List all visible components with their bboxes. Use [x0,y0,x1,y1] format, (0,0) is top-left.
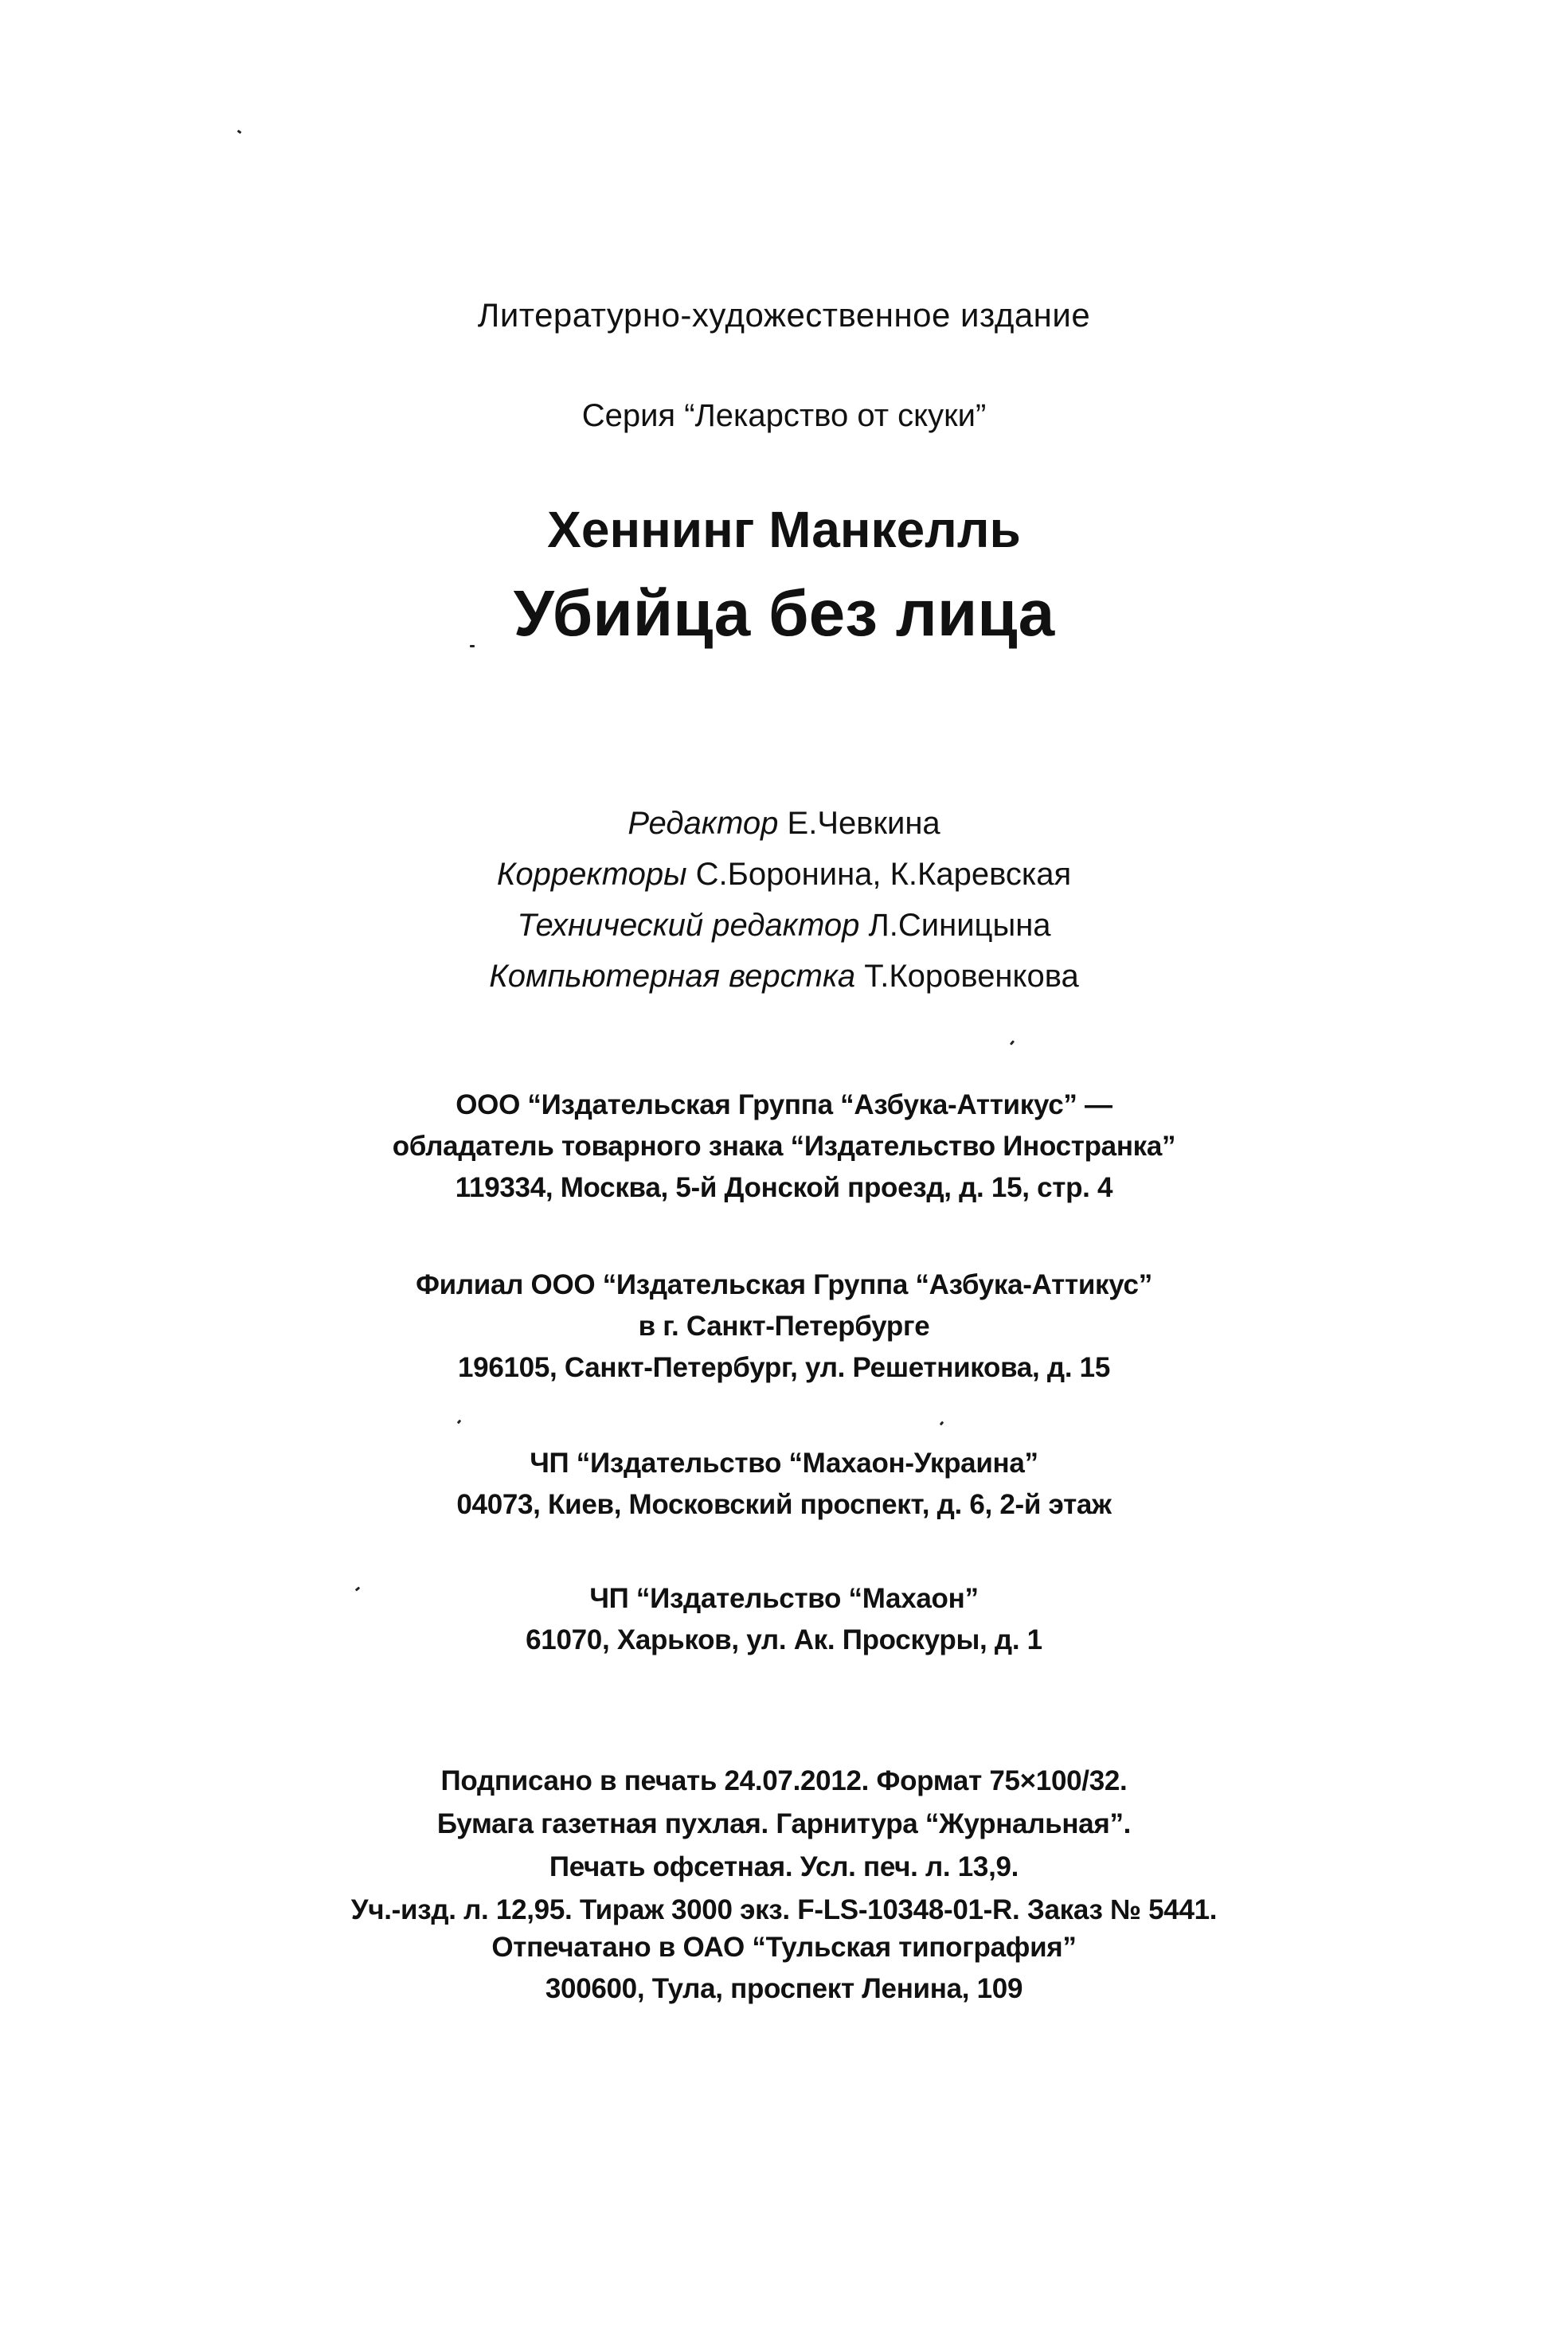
series-line [0,398,1568,434]
scan-speck [237,130,242,134]
credit-name: Е.Чевкина [787,806,940,841]
scan-speck [1010,1040,1015,1045]
printer-info [0,1927,1568,2010]
credit-name: Т.Коровенкова [864,959,1079,994]
publisher-moscow [0,1085,1568,1209]
print-detail-line: Бумага газетная пухлая. Гарнитура “Журнальная”. [436,1808,1132,1839]
publisher-spb-branch [0,1264,1568,1389]
printer-line: Отпечатано в ОАО “Тульская типография” [491,1932,1077,1963]
printer-address: 300600, Тула, проспект Ленина, 109 [545,1973,1023,2004]
credit-role: Технический редактор [517,908,860,943]
publisher-line: ЧП “Издательство “Махаон” [589,1583,979,1614]
credit-line [0,951,1568,1002]
print-detail-line: Подписано в печать 24.07.2012. Формат 75×100/32. [440,1765,1128,1796]
publisher-kiev [0,1443,1568,1526]
author-name [0,500,1568,559]
edition-type-text: Литературно-художественное издание [477,296,1091,334]
credit-role: Компьютерная верстка [489,959,856,994]
publisher-address: 196105, Санкт-Петербург, ул. Решетникова, д. 15 [458,1352,1110,1383]
credits-block [0,798,1568,1002]
credit-line [0,849,1568,900]
credit-name: С.Боронина, К.Каревская [695,857,1072,892]
publisher-line: в г. Санкт-Петербурге [638,1311,930,1342]
publisher-line: Филиал ООО “Издательская Группа “Азбука-Аттикус” [416,1269,1152,1300]
publisher-line: обладатель товарного знака “Издательство Иностранка” [392,1131,1176,1162]
publisher-line: ООО “Издательская Группа “Азбука-Аттикус” — [456,1089,1112,1120]
credit-name: Л.Синицына [868,908,1051,943]
book-title-text: Убийца без лица [513,577,1055,650]
credit-line [0,798,1568,849]
print-detail-line: Уч.-изд. л. 12,95. Тираж 3000 экз. F-LS-10348-01-R. Заказ № 5441. [350,1894,1218,1925]
print-detail-line: Печать офсетная. Усл. печ. л. 13,9. [549,1851,1019,1882]
publisher-line: ЧП “Издательство “Махаон-Украина” [530,1448,1038,1479]
publisher-kharkov [0,1578,1568,1661]
book-title [0,576,1568,651]
edition-type [0,296,1568,334]
credit-line [0,900,1568,951]
credit-role: Редактор [628,806,779,841]
publisher-address: 119334, Москва, 5-й Донской проезд, д. 15, стр. 4 [455,1172,1113,1203]
scan-speck [940,1421,944,1426]
scan-speck [457,1420,462,1425]
author-text: Хеннинг Манкелль [547,501,1021,558]
credit-role: Корректоры [496,857,687,892]
print-details [0,1760,1568,1932]
series-text: Серия “Лекарство от скуки” [581,398,987,433]
publisher-address: 04073, Киев, Московский проспект, д. 6, 2-й этаж [456,1489,1112,1520]
scan-speck [470,645,475,647]
publisher-address: 61070, Харьков, ул. Ак. Проскуры, д. 1 [526,1624,1042,1655]
